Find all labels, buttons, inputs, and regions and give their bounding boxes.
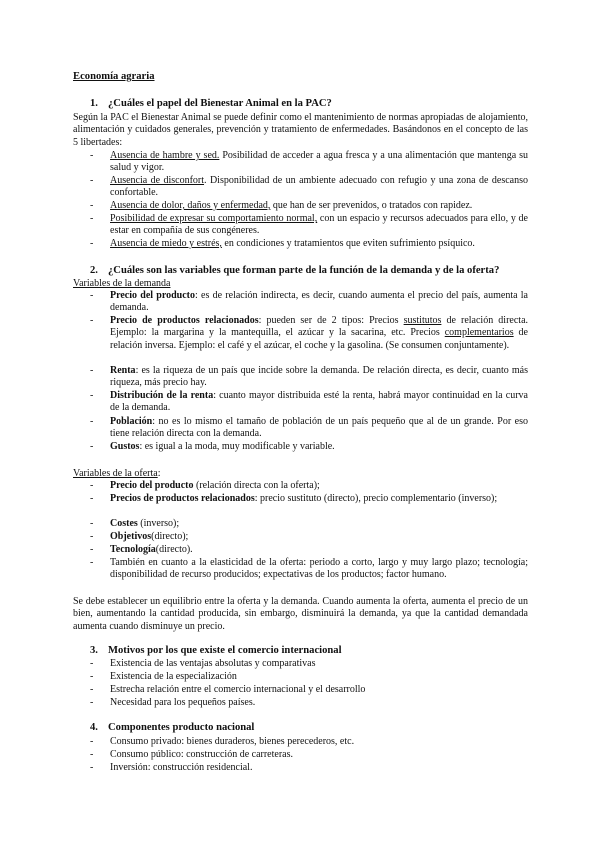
section-number: 1. — [90, 98, 98, 109]
list-item: - Costes (inverso); — [90, 518, 180, 529]
section-number: 2. — [90, 265, 98, 276]
list-item: - Existencia de las ventajas absolutas y comparativas — [90, 658, 316, 669]
list-item: - Estrecha relación entre el comercio internacional y el desarrollo — [90, 684, 366, 695]
list-item: - Gustos: es igual a la moda, muy modificable y variable. — [90, 441, 335, 452]
list-item: - Ausencia de disconfort. Disponibilidad de un ambiente adecuado con refugio y una zona de descanso confortable. — [90, 175, 528, 199]
demand-variables-label: Variables de la demanda — [73, 278, 171, 289]
list-item: - Precio del producto: es de relación indirecta, es decir, cuando aumenta el precio del país, aumenta la demanda. — [90, 290, 528, 314]
list-item: - Población: no es lo mismo el tamaño de población de un país pequeño que al de un grande. Por eso tiene relación directa con la demanda. — [90, 416, 528, 440]
offer-variables-label: Variables de la oferta: — [73, 468, 161, 479]
section-heading-text: ¿Cuáles son las variables que forman parte de la función de la demanda y de la oferta? — [108, 265, 500, 276]
list-item: - Consumo privado: bienes duraderos, bienes perecederos, etc. — [90, 736, 355, 747]
section-1-heading — [90, 98, 332, 109]
list-item: - Objetivos(directo); — [90, 531, 189, 542]
section-number: 3. — [90, 645, 98, 656]
list-item: - Ausencia de hambre y sed. Posibilidad de acceder a agua fresca y a una alimentación que mantenga su salud y vigor. — [90, 150, 529, 174]
list-item: - Necesidad para los pequeños países. — [90, 697, 256, 708]
list-item: - Precio del producto (relación directa con la oferta); — [90, 480, 320, 491]
list-item: - Renta: es la riqueza de un país que incide sobre la demanda. De relación directa, es decir, cuanto más riqueza, más precio hay. — [90, 365, 528, 389]
section-heading-text: ¿Cuáles el papel del Bienestar Animal en la PAC? — [108, 98, 332, 109]
list-item: - Ausencia de dolor, daños y enfermedad, que han de ser prevenidos, o tratados con rapidez. — [90, 200, 473, 211]
section-number: 4. — [90, 722, 98, 733]
list-item: - Ausencia de miedo y estrés, en condiciones y tratamientos que eviten sufrimiento psíquico. — [90, 238, 475, 249]
section-1-intro: Según la PAC el Bienestar Animal se puede definir como el mantenimiento de normas apropiadas de alojamiento, alimentación y cuidados generales, prevención y tratamiento de enfermedades. Basándonos en el concepto de las 5 libertades: — [73, 112, 528, 148]
section-4-heading — [90, 722, 254, 733]
list-item: - Distribución de la renta: cuanto mayor distribuida esté la renta, habrá mayor continuidad en la curva de la demanda. — [90, 390, 528, 414]
section-heading-text: Motivos por los que existe el comercio internacional — [108, 645, 342, 656]
section-heading-text: Componentes producto nacional — [108, 722, 255, 733]
document-title: Economía agraria — [73, 71, 155, 82]
list-item: - Inversión: construcción residencial. — [90, 762, 253, 773]
list-item: - Tecnología(directo). — [90, 544, 193, 555]
section-2-closing: Se debe establecer un equilibrio entre la oferta y la demanda. Cuando aumenta la oferta, aumenta el precio de un bien, aumentando la cantidad producida, sin embargo, disminuirá la demanda, ya que la cantidad demandada aumenta cuando disminuye un precio. — [73, 596, 528, 632]
list-item: - Consumo público: construcción de carreteras. — [90, 749, 293, 760]
list-item: - Posibilidad de expresar su comportamiento normal, con un espacio y recursos adecuados para ello, y de estar en compañía de sus congéneres. — [90, 213, 528, 237]
list-item: - Precios de productos relacionados: precio sustituto (directo), precio complementario (inverso); — [90, 493, 498, 504]
section-2-heading — [90, 265, 499, 276]
list-item: - También en cuanto a la elasticidad de la oferta: periodo a corto, largo y muy largo plazo; tecnología; disponibilidad de recurso producidos; expectativas de los productos; factor humano. — [90, 557, 528, 581]
section-3-heading — [90, 645, 342, 656]
list-item: - Existencia de la especialización — [90, 671, 237, 682]
list-item: - Precio de productos relacionados: pueden ser de 2 tipos: Precios sustitutos de relación directa. Ejemplo: la margarina y la mantequilla, el azúcar y la sacarina, etc. Precios complementarios de relación inversa. Ejemplo: el café y el azúcar, el coche y la gasolina. (Se consumen conjuntamente). — [90, 315, 529, 351]
